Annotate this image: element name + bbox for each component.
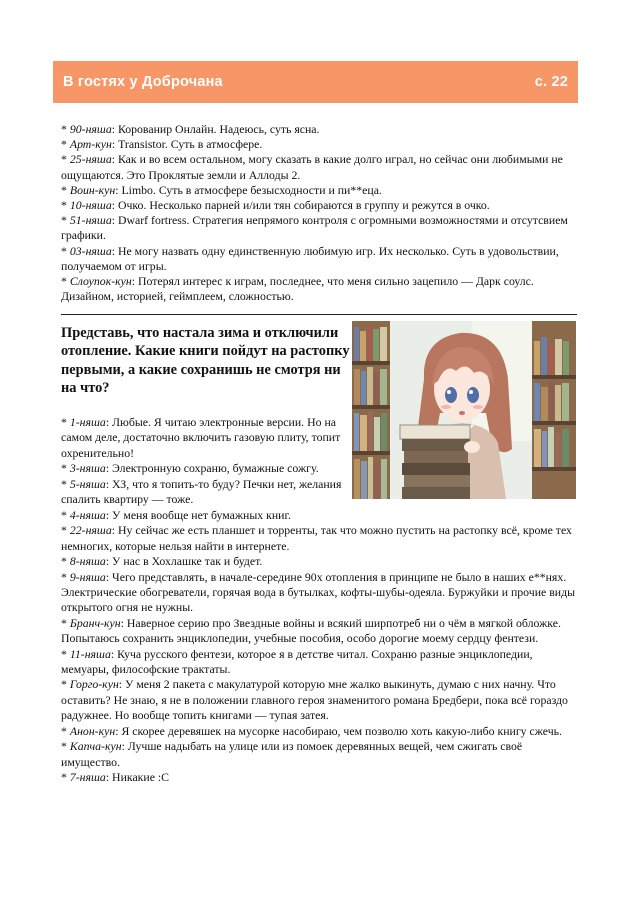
answer-nick: 22-няша [69, 523, 112, 538]
answer-text: : Электронную сохраню, бумажные сожгу. [105, 461, 319, 476]
answer-text: : Наверное серию про Звездные войны и всякий ширпотреб ни о чём в мягкой обложке. Попытаюсь сохранить энциклопедии, учебные пособия, особо дорогие моему сердцу фентези. [61, 615, 561, 646]
answer-item: * 5-няша: ХЗ, что я топить-то буду? Печки нет, желания спалить квартиру — тоже. [61, 476, 342, 507]
answer-item: * 11-няша: Куча русского фентези, которое я в детстве читал. Сохраню разные энциклопедии, мемуары, философские трактаты. [61, 646, 533, 677]
answer-nick: Воин-кун [69, 182, 116, 197]
page-header [53, 61, 578, 103]
answer-text: : Не могу назвать одну единственную любимую игр. Их несколько. Суть в удовольствии, получаемом от игры. [61, 243, 559, 273]
anime-girl-with-books-illustration [352, 321, 576, 499]
answer-item: * Анон-кун: Я скорее деревяшек на мусорке насобираю, чем позволю хоть какую-либо книгу сжечь. [61, 723, 562, 738]
answer-item: * Арт-кун: Transistor. Суть в атмосфере. [61, 137, 263, 152]
answers-block-books-wide [61, 508, 581, 785]
answers-block-books-narrow [61, 415, 349, 507]
answer-nick: 51-няша [69, 213, 112, 228]
answer-text: : Куча русского фентези, которое я в детстве читал. Сохраню разные энциклопедии, мемуары, философские трактаты. [61, 646, 533, 677]
answer-text: : Ну сейчас же есть планшет и торренты, так что можно пустить на растопку всё, кроме тех немногих, которые нельзя найти в интернете. [61, 523, 572, 553]
answer-item: * Бранч-кун: Наверное серию про Звездные войны и всякий ширпотреб ни о чём в мягкой обложке. Попытаюсь сохранить энциклопедии, учебные пособия, особо дорогие моему сердцу фентези. [61, 615, 561, 646]
answer-text: : У меня вообще нет бумажных книг. [105, 508, 291, 522]
answer-nick: Горго-кун [69, 677, 119, 692]
page-number: с. 22 [534, 74, 568, 90]
answer-text: : Очко. Несколько парней и/или тян собираются в группу и режутся в очко. [111, 198, 490, 213]
answer-item: * 25-няша: Как и во всем остальном, могу сказать в какие долго играл, но сейчас они любимыми не ощущаются. Это Проклятые земли и Аллоды 2. [61, 152, 563, 182]
answer-nick: 8-няша [69, 554, 106, 569]
answer-text: : Никакие :С [105, 769, 170, 784]
answer-item: * 9-няша: Чего представлять, в начале-середине 90х отопления в принципе не было в наших е**нях. Электрические обогреватели, горячая вода в бутылках, кофты-шубы-одеяла. Буржуйки и прочие виды открытого огня не нужны. [61, 569, 576, 615]
answer-text: : Limbo. Суть в атмосфере безысходности и пи**еца. [115, 182, 382, 197]
answer-item: * Капча-кун: Лучше надыбать на улице или из помоек деревянных вещей, чем сжигать своё имущество. [61, 739, 523, 769]
answer-nick: 4-няша [69, 508, 106, 522]
answer-item: * 1-няша: Любые. Я читаю электронные версии. Но на самом деле, достаточно включить газовую плиту, топит охренительно! [61, 415, 341, 460]
answer-nick: 9-няша [69, 569, 106, 584]
answer-nick: 11-няша [69, 646, 111, 661]
answer-item: * 51-няша: Dwarf fortress. Стратегия непрямого контроля с огромными возможностями и отсутсвием графики. [61, 213, 568, 243]
answer-item: * 3-няша: Электронную сохраню, бумажные сожгу. [61, 461, 319, 476]
answer-text: : Как и во всем остальном, могу сказать в какие долго играл, но сейчас они любимыми не ощущаются. Это Проклятые земли и Аллоды 2. [61, 152, 563, 182]
answer-item: * 03-няша: Не могу назвать одну единственную любимую игр. Их несколько. Суть в удовольствии, получаемом от игры. [61, 243, 559, 273]
answer-nick: Анон-кун [69, 723, 116, 738]
answer-item: * Воин-кун: Limbo. Суть в атмосфере безысходности и пи**еца. [61, 182, 382, 197]
answer-item: * Горго-кун: У меня 2 пакета с макулатурой которую мне жалко выкинуть, думаю с них начну. Что оставить? Не знаю, я не в положении главного героя знаменитого романа Бредбери, пока всё гораздо радужнее. Но вообще топить книгами — тупая затея. [61, 677, 568, 723]
answer-nick: 3-няша [69, 461, 106, 476]
answer-item: * 7-няша: Никакие :С [61, 769, 170, 784]
answer-nick: Слоупок-кун [69, 274, 132, 289]
answer-nick: 90-няша [69, 122, 112, 136]
answer-text: : Transistor. Суть в атмосфере. [111, 137, 263, 152]
answer-text: : У нас в Хохлашке так и будет. [105, 554, 263, 569]
answer-nick: 5-няша [69, 476, 106, 491]
answer-text: : Корованир Онлайн. Надеюсь, суть ясна. [111, 122, 320, 136]
answer-nick: Бранч-кун [69, 615, 121, 630]
answer-item: * 8-няша: У нас в Хохлашке так и будет. [61, 554, 263, 569]
answer-nick: 25-няша [69, 152, 112, 167]
answer-text: : Dwarf fortress. Стратегия непрямого контроля с огромными возможностями и отсутсвием графики. [61, 213, 568, 243]
question-heading: Представь, что настала зима и отключили отопление. Какие книги пойдут на растопку первыми, а какие сохранишь не смотря ни на что? [61, 325, 350, 397]
answer-nick: 7-няша [69, 769, 106, 784]
answer-text: : Чего представлять, в начале-середине 90х отопления в принципе не было в наших е**нях. Электрические обогреватели, горячая вода в бутылках, кофты-шубы-одеяла. Буржуйки и прочие виды открытого огня не нужны. [61, 569, 576, 615]
answer-nick: Арт-кун [69, 137, 112, 152]
answer-item: * 4-няша: У меня вообще нет бумажных книг. [61, 508, 291, 522]
answer-item: * Слоупок-кун: Потерял интерес к играм, последнее, что меня сильно зацепило — Дарк соулс. Дизайном, историей, геймплеем, сложностью. [61, 274, 534, 304]
answer-text: : Любые. Я читаю электронные версии. Но на самом деле, достаточно включить газовую плиту, топит охренительно! [61, 415, 341, 460]
section-divider [61, 314, 577, 315]
answer-text: : Лучше надыбать на улице или из помоек деревянных вещей, чем сжигать своё имущество. [61, 739, 523, 769]
answer-text: : Я скорее деревяшек на мусорке насобираю, чем позволю хоть какую-либо книгу сжечь. [115, 723, 562, 738]
answer-item: * 90-няша: Корованир Онлайн. Надеюсь, суть ясна. [61, 122, 320, 136]
answer-text: : У меня 2 пакета с макулатурой которую мне жалко выкинуть, думаю с них начну. Что оставить? Не знаю, я не в положении главного героя знаменитого романа Бредбери, пока всё гораздо радужнее. Но вообще топить книгами — тупая затея. [61, 677, 568, 723]
answers-block-games [61, 122, 581, 304]
answer-text: : Потерял интерес к играм, последнее, что меня сильно зацепило — Дарк соулс. Дизайном, историей, геймплеем, сложностью. [61, 274, 534, 304]
answer-nick: 1-няша [69, 415, 106, 429]
answer-text: : ХЗ, что я топить-то буду? Печки нет, желания спалить квартиру — тоже. [61, 476, 342, 507]
answer-item: * 10-няша: Очко. Несколько парней и/или тян собираются в группу и режутся в очко. [61, 198, 490, 213]
magazine-title: В гостях у Доброчана [63, 74, 223, 90]
answer-nick: 10-няша [69, 198, 112, 213]
answer-nick: 03-няша [69, 243, 112, 258]
answer-nick: Капча-кун [69, 739, 122, 754]
answer-item: * 22-няша: Ну сейчас же есть планшет и торренты, так что можно пустить на растопку всё, кроме тех немногих, которые нельзя найти в интернете. [61, 523, 572, 553]
